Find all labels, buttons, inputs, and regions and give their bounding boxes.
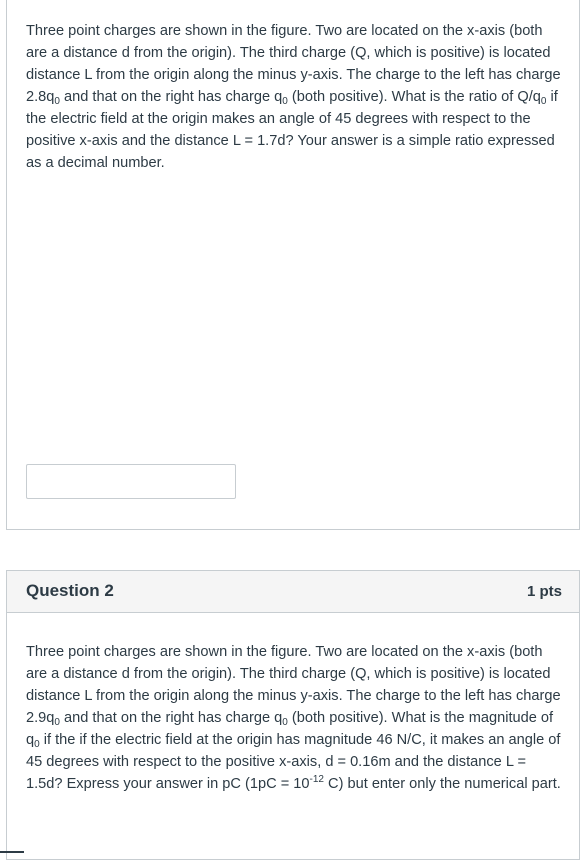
- subscript-zero: 0: [34, 739, 40, 750]
- question-1-text-part: if the electric field at the origin makes an angle of 45 degrees with respect to the positive x-axis and the distance L = 1.7d? Your answer is a simple ratio expressed as a decimal number.: [26, 89, 558, 171]
- question-2-card: [6, 570, 580, 860]
- question-2-text-part: and that on the right has charge q: [59, 710, 283, 726]
- question-2-title: Question 2: [26, 581, 114, 600]
- question-1-text: [26, 20, 566, 174]
- question-1-answer-input[interactable]: [26, 464, 236, 499]
- question-2-text-part: (both positive). What is the magnitude of q: [26, 710, 554, 748]
- superscript-exponent: -12: [309, 774, 324, 785]
- question-1-text-part: Three point charges are shown in the figure. Two are located on the x-axis (both are a distance d from the origin). The third charge (Q, which is positive) is located distance L from the origin along the minus y-axis. The charge to the left has charge 2.8q: [26, 23, 561, 105]
- question-1-card: [6, 0, 580, 530]
- question-2-points: 1 pts: [526, 583, 562, 600]
- question-1-text-part: (both positive). What is the ratio of Q/q: [287, 89, 541, 105]
- question-2-text-part: if the if the electric field at the origin has magnitude 46 N/C, it makes an angle of 45 degrees with respect to the positive x-axis, d = 0.16m and the distance L = 1.5d? Express your answer in pC (1pC = 10: [26, 732, 561, 792]
- question-1-text-part: and that on the right has charge q: [59, 89, 283, 105]
- subscript-zero: 0: [282, 717, 288, 728]
- question-2-header: [7, 571, 579, 613]
- subscript-zero: 0: [540, 96, 547, 107]
- subscript-zero: 0: [282, 96, 288, 107]
- question-2-text-part: Three point charges are shown in the figure. Two are located on the x-axis (both are a distance d from the origin). The third charge (Q, which is positive) is located distance L from the origin along the minus y-axis. The charge to the left has charge 2.9q: [26, 644, 561, 726]
- subscript-zero: 0: [54, 717, 60, 728]
- subscript-zero: 0: [54, 96, 60, 107]
- question-2-text: [26, 641, 566, 795]
- question-2-text-part: C) but enter only the numerical part.: [323, 776, 561, 792]
